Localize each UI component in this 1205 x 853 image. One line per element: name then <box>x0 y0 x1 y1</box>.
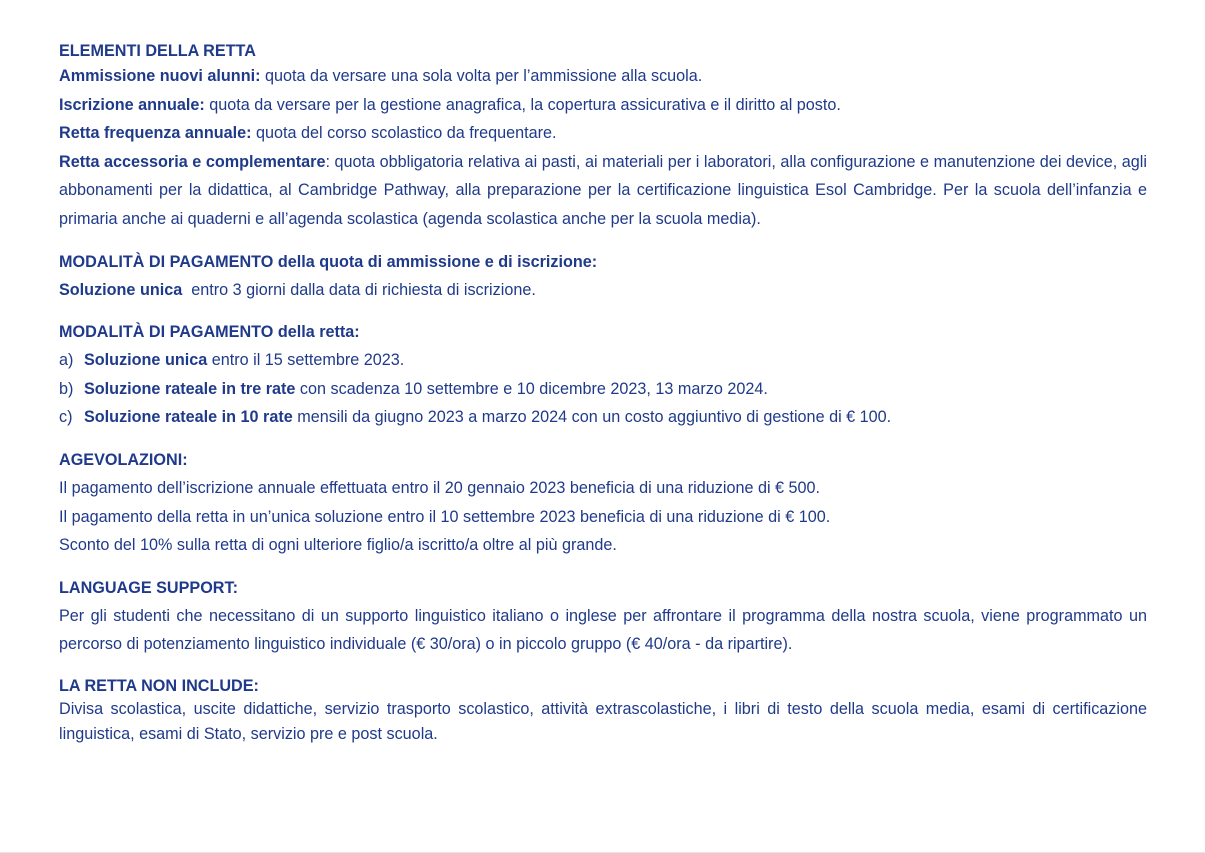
list-item <box>59 375 1147 404</box>
item-label: Ammissione nuovi alunni: <box>59 67 261 85</box>
list-item-content <box>84 375 768 404</box>
agevolazione-line: Il pagamento della retta in un’unica soluzione entro il 10 settembre 2023 beneficia di una riduzione di € 100. <box>59 507 831 526</box>
agevolazione-line: Il pagamento dell’iscrizione annuale effettuata entro il 20 gennaio 2023 beneficia di una riduzione di € 500. <box>59 478 821 497</box>
list-marker: b) <box>59 379 74 398</box>
item-label: Soluzione rateale in tre rate <box>84 379 296 398</box>
item-text: mensili da giugno 2023 a marzo 2024 con un costo aggiuntivo di gestione di € 100. <box>292 408 892 427</box>
item-label: Retta accessoria e complementare <box>59 152 326 171</box>
item-ammissione <box>59 62 1147 91</box>
item-text: quota da versare per la gestione anagrafica, la copertura assicurativa e il diritto al posto. <box>204 95 841 114</box>
item-text: : quota obbligatoria relativa ai pasti, ai materiali per i laboratori, alla configurazione e manutenzione dei device, agli abbonamenti per la didattica, al Cambridge Pathway, alla preparazione per la certificazione linguistica Esol Cambridge. Per la scuola dell’infanzia e primaria anche ai quaderni e all’agenda scolastica (agenda scolastica anche per la scuola media). <box>59 152 1147 228</box>
item-label: Retta frequenza annuale: <box>59 124 252 143</box>
agevolazione-line: Sconto del 10% sulla retta di ogni ulteriore figlio/a iscritto/a oltre al più grande. <box>59 536 617 555</box>
item-text: entro il 15 settembre 2023. <box>207 351 405 370</box>
list-item-content <box>84 403 891 432</box>
item-text: quota da versare una sola volta per l’ammissione alla scuola. <box>260 67 703 85</box>
section-agevolazioni <box>59 446 1147 560</box>
item-text: con scadenza 10 settembre e 10 dicembre 2023, 13 marzo 2024. <box>295 379 768 398</box>
item-label: Soluzione rateale in 10 rate <box>84 408 293 427</box>
section-modalita-retta <box>59 318 1147 432</box>
item-retta-accessoria <box>59 148 1147 234</box>
section-heading-language-support: LANGUAGE SUPPORT: <box>59 578 238 597</box>
list-marker: c) <box>59 408 73 427</box>
section-heading-elementi: ELEMENTI DELLA RETTA <box>59 42 256 60</box>
item-label: Iscrizione annuale: <box>59 95 205 114</box>
section-heading-non-include: LA RETTA NON INCLUDE: <box>59 676 259 695</box>
section-heading-modalita-retta: MODALITÀ DI PAGAMENTO della retta: <box>59 323 360 342</box>
section-heading-modalita-ammissione: MODALITÀ DI PAGAMENTO della quota di ammissione e di iscrizione: <box>59 252 598 271</box>
section-language-support <box>59 574 1147 659</box>
payment-option-unica <box>59 276 1147 305</box>
list-marker: a) <box>59 351 74 370</box>
item-iscrizione <box>59 91 1147 120</box>
list-item <box>59 346 1147 375</box>
item-label: Soluzione unica <box>59 280 183 299</box>
document-page <box>59 40 1147 747</box>
section-heading-agevolazioni: AGEVOLAZIONI: <box>59 450 188 469</box>
non-include-text: Divisa scolastica, uscite didattiche, servizio trasporto scolastico, attività extrascolastiche, i libri di testo della scuola media, esami di certificazione linguistica, esami di Stato, servizio pre e post scuola. <box>59 699 1147 743</box>
section-modalita-ammissione <box>59 248 1147 305</box>
item-text: quota del corso scolastico da frequentare. <box>251 124 557 143</box>
item-retta-frequenza <box>59 119 1147 148</box>
section-non-include <box>59 675 1147 747</box>
list-item-content <box>84 346 404 375</box>
language-support-text: Per gli studenti che necessitano di un supporto linguistico italiano o inglese per affrontare il programma della nostra scuola, viene programmato un percorso di potenziamento linguistico individuale (€ 30/ora) o in piccolo gruppo (€ 40/ora - da ripartire). <box>59 606 1147 654</box>
item-label: Soluzione unica <box>84 351 208 370</box>
item-text: entro 3 giorni dalla data di richiesta di iscrizione. <box>182 280 536 299</box>
list-item <box>59 403 1147 432</box>
section-elementi-retta <box>59 40 1147 234</box>
